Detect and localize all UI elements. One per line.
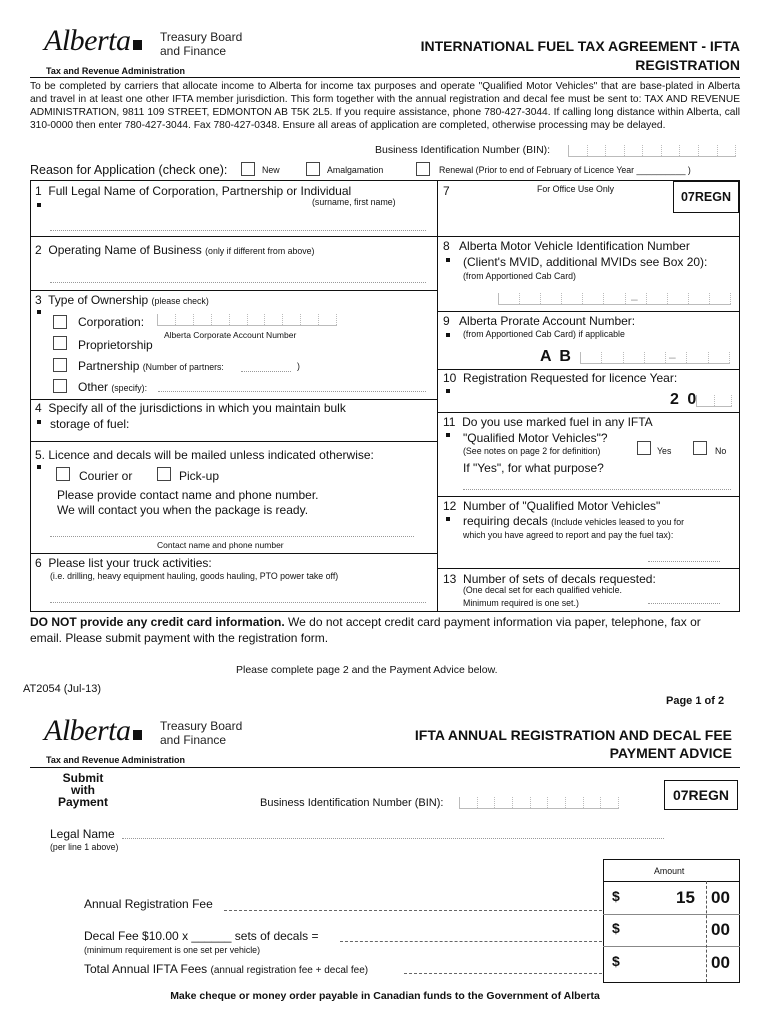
notice-rest: We do not accept credit card payment information via paper, telephone, fax or — [284, 615, 701, 629]
box6-hint: (i.e. drilling, heavy equipment hauling, goods hauling, PTO power take off) — [50, 571, 339, 581]
table-bottom-rule — [30, 611, 740, 612]
office-use-label: For Office Use Only — [537, 184, 615, 194]
annual-fee-label: Annual Registration Fee — [84, 897, 213, 911]
box5-instruction1: Please provide contact name and phone number. — [57, 488, 319, 502]
box12-line1 — [443, 499, 660, 513]
box11-text: Do you use marked fuel in any IFTA — [462, 415, 653, 429]
box11-line2: "Qualified Motor Vehicles"? — [463, 431, 608, 445]
corporation-checkbox[interactable] — [53, 315, 67, 329]
logo-dept-line2: and Finance — [160, 44, 227, 58]
annual-fee-dollars: 15 — [676, 888, 695, 907]
proprietorship-checkbox[interactable] — [53, 336, 67, 350]
advice-logo-wordmark: Alberta — [44, 714, 131, 747]
box4-text: Specify all of the jurisdictions in which you maintain bulk — [48, 401, 346, 415]
box8-line1 — [443, 239, 690, 253]
marked-fuel-yes-checkbox[interactable] — [637, 441, 651, 455]
reason-label: Reason for Application (check one): — [30, 163, 228, 177]
box6-text: Please list your truck activities: — [48, 556, 212, 570]
amount-header: Amount — [654, 866, 685, 876]
total-fee-leader — [404, 973, 602, 974]
box11-num: 11 — [443, 415, 456, 429]
box13-label — [443, 572, 656, 586]
box2-hint: (only if different from above) — [205, 246, 315, 256]
partnership-text: Partnership — [78, 359, 140, 373]
form-title-line1: INTERNATIONAL FUEL TAX AGREEMENT - IFTA — [420, 38, 740, 54]
logo-wordmark: Alberta — [44, 24, 131, 57]
decal-fee-label: Decal Fee $10.00 x ______ sets of decals = — [84, 929, 319, 943]
total-fee-currency: $ — [612, 953, 620, 969]
box2-num: 2 — [35, 243, 42, 257]
partners-hint: (Number of partners: — [142, 362, 224, 372]
reason-new-label: New — [262, 165, 280, 175]
advice-legal-name-input[interactable] — [122, 838, 664, 839]
box13-num: 13 — [443, 572, 457, 586]
box12-line2 — [463, 514, 684, 528]
box11-purpose: If "Yes", for what purpose? — [463, 461, 604, 475]
box12-line2-text: requiring decals — [463, 514, 548, 528]
marked-fuel-no-label: No — [715, 446, 727, 456]
marked-fuel-no-checkbox[interactable] — [693, 441, 707, 455]
credit-card-notice-line2: email. Please submit payment with the registration form. — [30, 631, 329, 645]
box10-label — [443, 371, 677, 385]
amount-row-rule — [603, 914, 740, 915]
box4-num: 4 — [35, 401, 42, 415]
annual-fee-cents: 00 — [711, 888, 730, 907]
prorate-prefix: A B — [540, 348, 573, 365]
box13-hint1: (One decal set for each qualified vehicle. — [463, 585, 622, 595]
partners-close: ) — [297, 361, 300, 371]
box8-hint: (from Apportioned Cab Card) — [463, 271, 576, 281]
prorate-dash: – — [669, 350, 676, 364]
legal-name-input[interactable] — [50, 230, 426, 231]
notice-bold: DO NOT provide any credit card information. — [30, 615, 285, 629]
decal-fee-cents: 00 — [711, 920, 730, 939]
row-divider — [437, 568, 739, 569]
bullet-icon — [37, 310, 41, 314]
submit-label — [50, 772, 116, 808]
box12-num: 12 — [443, 499, 457, 513]
box3-hint: (please check) — [151, 296, 209, 306]
row-divider — [437, 496, 739, 497]
advice-bin-input[interactable] — [459, 797, 619, 809]
partnership-label — [78, 359, 224, 373]
payable-note: Make cheque or money order payable in Canadian funds to the Government of Alberta — [170, 990, 600, 1002]
partners-count-input[interactable] — [241, 371, 291, 372]
box8-num: 8 — [443, 239, 450, 253]
box3-num: 3 — [35, 293, 42, 307]
bin-label: Business Identification Number (BIN): — [375, 144, 551, 156]
box1-label — [35, 184, 351, 198]
complete-page2-note: Please complete page 2 and the Payment Advice below. — [236, 664, 498, 676]
corporation-label: Corporation: — [78, 315, 145, 329]
logo-flag-icon — [133, 730, 142, 740]
box12-line3: which you have agreed to report and pay the fuel tax): — [463, 530, 674, 540]
decal-sets-input[interactable] — [648, 603, 720, 604]
box10-text: Registration Requested for licence Year: — [463, 371, 678, 385]
box5-label — [35, 448, 374, 462]
qualified-vehicles-input[interactable] — [648, 561, 720, 562]
reason-renewal-checkbox[interactable] — [416, 162, 430, 176]
contact-input[interactable] — [50, 536, 414, 537]
credit-card-notice — [30, 615, 742, 629]
pickup-label: Pick-up — [179, 469, 220, 483]
corporate-account-input[interactable] — [157, 314, 337, 326]
mvid-input[interactable] — [498, 293, 731, 305]
marked-fuel-yes-label: Yes — [657, 446, 672, 456]
submit-line3: Payment — [57, 795, 109, 809]
amount-row-rule — [603, 946, 740, 947]
box5-num: 5. — [35, 448, 46, 462]
bullet-icon — [446, 389, 450, 393]
bullet-icon — [446, 333, 450, 337]
decal-fee-leader — [340, 941, 602, 942]
reason-amalgamation-checkbox[interactable] — [306, 162, 320, 176]
box8-text: Alberta Motor Vehicle Identification Number — [459, 239, 690, 253]
pickup-checkbox[interactable] — [157, 467, 171, 481]
courier-checkbox[interactable] — [56, 467, 70, 481]
advice-title-line1: IFTA ANNUAL REGISTRATION AND DECAL FEE — [414, 727, 732, 743]
box3-text: Type of Ownership — [48, 293, 149, 307]
total-label-hint: (annual registration fee + decal fee) — [210, 965, 369, 976]
operating-name-input[interactable] — [50, 282, 426, 283]
row-divider — [30, 553, 437, 554]
amount-header-rule — [603, 881, 740, 882]
box12-text: Number of "Qualified Motor Vehicles" — [463, 499, 661, 513]
submit-line1: Submit — [62, 771, 104, 785]
box6-num: 6 — [35, 556, 42, 570]
annual-fee-leader — [224, 910, 602, 911]
reason-renewal-label: Renewal (Prior to end of February of Licence Year __________ ) — [439, 165, 691, 175]
total-label-text: Total Annual IFTA Fees — [84, 962, 208, 976]
table-left-rule — [30, 180, 31, 612]
box4-line2: storage of fuel: — [50, 417, 130, 431]
box11-hint: (See notes on page 2 for definition) — [463, 446, 601, 456]
advice-logo-dept-line2: and Finance — [160, 733, 227, 747]
advice-bin-label: Business Identification Number (BIN): — [260, 797, 444, 809]
box2-label — [35, 243, 315, 257]
form-title-line2: REGISTRATION — [635, 57, 740, 73]
cents-divider — [706, 881, 707, 982]
box9-hint: (from Apportioned Cab Card) if applicable — [463, 329, 625, 339]
box6-label — [35, 556, 212, 570]
row-divider — [30, 236, 437, 237]
partnership-checkbox[interactable] — [53, 358, 67, 372]
row-divider — [30, 290, 437, 291]
advice-code-badge — [664, 780, 738, 810]
courier-label: Courier or — [79, 469, 133, 483]
form-code: AT2054 (Jul-13) — [23, 683, 102, 695]
box9-line1 — [443, 314, 635, 328]
advice-header-rule — [30, 767, 740, 768]
box7-num: 7 — [443, 184, 450, 198]
office-code: 07REGN — [680, 190, 732, 204]
row-divider — [437, 236, 739, 237]
intro-paragraph: To be completed by carriers that allocate income to Alberta for income tax purposes and operate "Qualified Motor Vehicles" that are base-plated in Alberta and travel in at least one other IFTA member jurisdiction. This form together with the annual registration and decal fee must be sent to: TAX AND REVENUE ADMINISTRATION, 9811 109 STREET, EDMONTON AB T5K 2L5. If you require assistance, phone 780-427-3044. If calling long distance within Alberta, call 310-0000 then enter 780-427-3044. Fax 780-427-0348. Ensure all areas of application are completed, otherwise processing may be delayed. — [30, 81, 740, 131]
bullet-icon — [37, 465, 41, 469]
advice-code: 07REGN — [672, 787, 730, 803]
box1-text: Full Legal Name of Corporation, Partnership or Individual — [48, 184, 352, 198]
table-mid-rule — [437, 180, 438, 612]
header-rule — [30, 77, 740, 78]
bullet-icon — [446, 258, 450, 262]
box8-line2: (Client's MVID, additional MVIDs see Box 20): — [463, 255, 708, 269]
table-top-rule — [30, 180, 740, 181]
box4-line1 — [35, 401, 346, 415]
advice-logo-dept-line1: Treasury Board — [160, 719, 243, 733]
bullet-icon — [37, 203, 41, 207]
tra-label: Tax and Revenue Administration — [46, 66, 186, 76]
box1-num: 1 — [35, 184, 42, 198]
licence-year-prefix: 2 0 — [670, 391, 699, 408]
office-code-badge — [673, 181, 739, 213]
legal-name-label: Legal Name — [50, 827, 115, 841]
box12-line2-hint: (Include vehicles leased to you for — [551, 517, 685, 527]
row-divider — [30, 441, 437, 442]
other-text: Other — [78, 380, 109, 394]
legal-name-hint: (per line 1 above) — [50, 842, 119, 852]
row-divider — [437, 369, 739, 370]
box5-text: Licence and decals will be mailed unless indicated otherwise: — [48, 448, 374, 462]
box1-hint: (surname, first name) — [312, 197, 396, 207]
row-divider — [30, 399, 437, 400]
box5-instruction2: We will contact you when the package is ready. — [57, 503, 309, 517]
logo-flag-icon — [133, 40, 142, 50]
decal-fee-currency: $ — [612, 920, 620, 936]
bullet-icon — [446, 433, 450, 437]
bullet-icon — [37, 420, 41, 424]
advice-title-line2: PAYMENT ADVICE — [609, 745, 732, 761]
advice-tra-label: Tax and Revenue Administration — [46, 755, 186, 765]
box3-label — [35, 293, 209, 307]
table-right-rule — [739, 180, 740, 612]
decal-fee-hint: (minimum requirement is one set per vehicle) — [84, 945, 261, 955]
reason-amalgamation-label: Amalgamation — [327, 165, 384, 175]
submit-line2: with — [71, 783, 95, 797]
marked-fuel-purpose-input[interactable] — [463, 489, 731, 490]
box11-line1 — [443, 415, 653, 429]
mvid-dash: – — [631, 292, 638, 306]
other-ownership-input[interactable] — [158, 391, 426, 392]
total-fee-label — [84, 962, 368, 976]
box2-text: Operating Name of Business — [48, 243, 202, 257]
licence-year-input[interactable] — [696, 395, 732, 407]
proprietorship-label: Proprietorship — [78, 338, 153, 352]
annual-fee-currency: $ — [612, 888, 620, 904]
box10-num: 10 — [443, 371, 457, 385]
page-number: Page 1 of 2 — [666, 695, 725, 707]
other-hint: (specify): — [111, 383, 148, 393]
bullet-icon — [446, 517, 450, 521]
bin-input[interactable] — [568, 145, 736, 157]
box9-num: 9 — [443, 314, 450, 328]
other-label — [78, 380, 147, 394]
logo-dept-line1: Treasury Board — [160, 30, 243, 44]
prorate-account-input[interactable] — [580, 352, 730, 364]
box9-text: Alberta Prorate Account Number: — [459, 314, 636, 328]
row-divider — [437, 311, 739, 312]
corporate-account-hint: Alberta Corporate Account Number — [164, 330, 297, 340]
reason-new-checkbox[interactable] — [241, 162, 255, 176]
box13-text: Number of sets of decals requested: — [463, 572, 656, 586]
other-checkbox[interactable] — [53, 379, 67, 393]
total-fee-cents: 00 — [711, 953, 730, 972]
box13-hint2: Minimum required is one set.) — [463, 598, 579, 608]
contact-hint: Contact name and phone number — [157, 540, 284, 550]
row-divider — [437, 412, 739, 413]
truck-activities-input[interactable] — [50, 602, 426, 603]
